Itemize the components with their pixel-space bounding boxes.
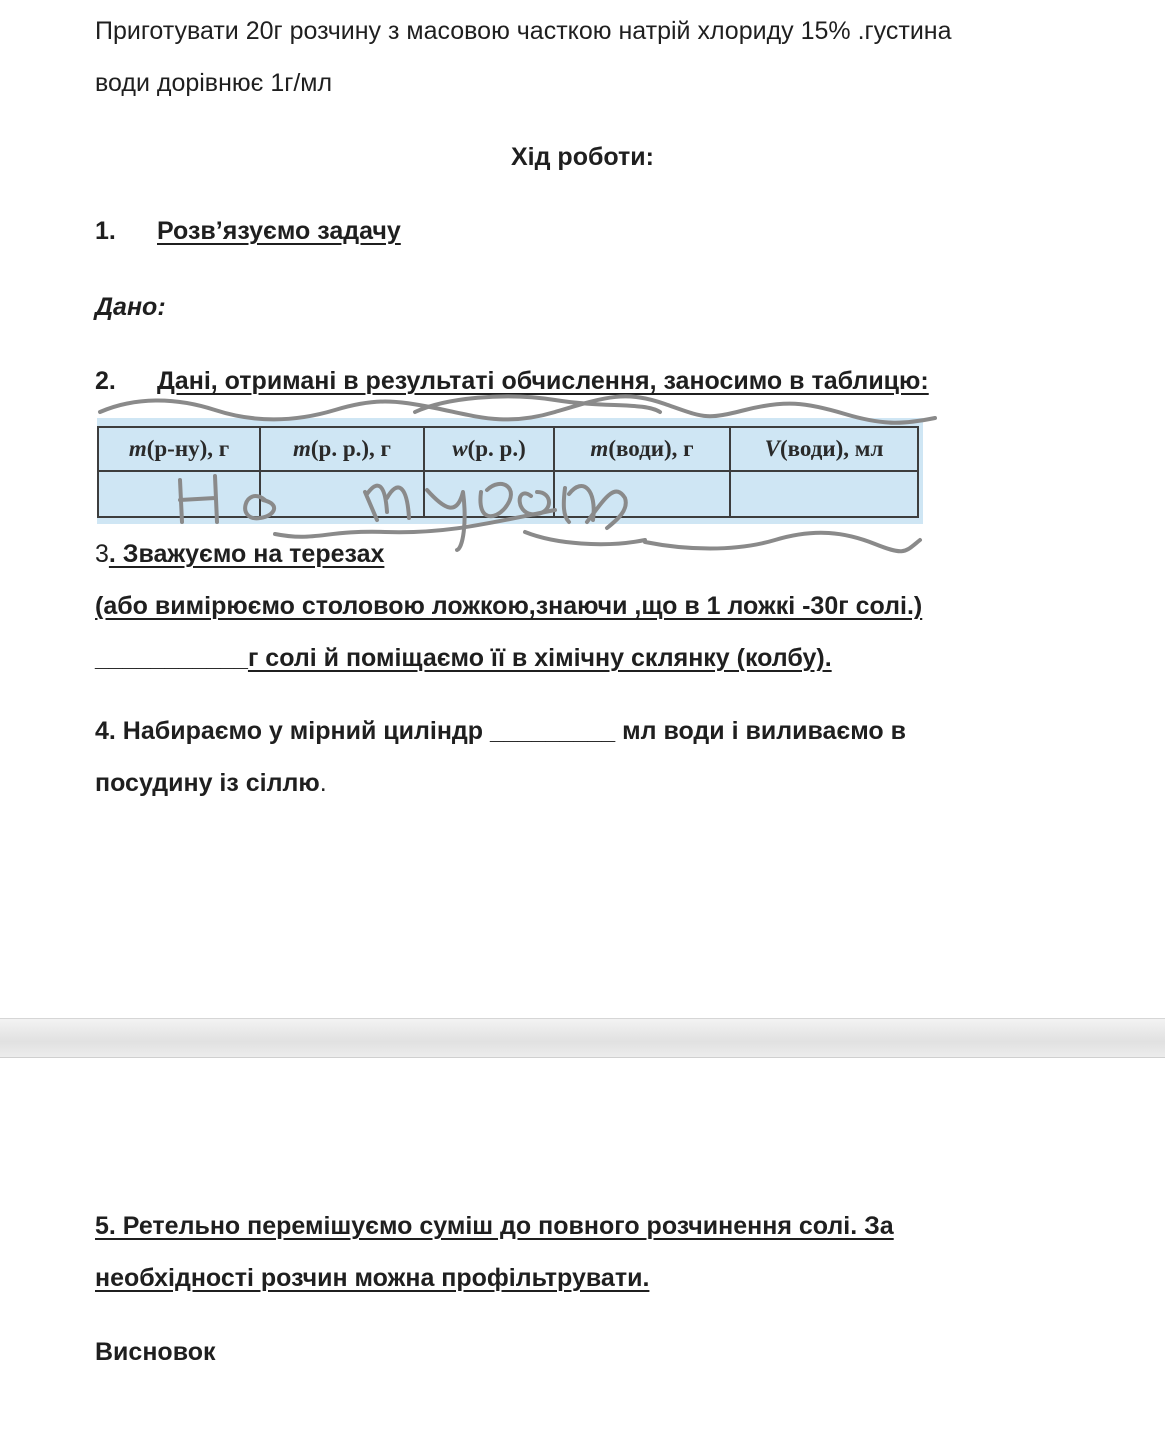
step-4-text-start: 4. Набираємо у мірний циліндр [95, 717, 484, 745]
step-4-period: . [319, 769, 327, 797]
table-cell-empty [98, 471, 260, 517]
step-1-title: Розв’язуємо задачу [157, 217, 401, 245]
step-2-title: Дані, отримані в результаті обчислення, заносимо в таблицю: [157, 367, 929, 395]
salt-mass-blank[interactable]: ___________ [95, 644, 248, 672]
table-cell-empty [260, 471, 424, 517]
header-solute-mass: m(р. р.), г [260, 427, 424, 471]
step-4-text-end: мл води і виливаємо в [622, 717, 906, 745]
step-4-text-tail: посудину із сіллю [95, 769, 320, 797]
header-water-mass: m(води), г [554, 427, 730, 471]
step-3-line-1 [95, 528, 384, 580]
step-3-number: 3 [95, 540, 109, 568]
step-3-text: г солі й поміщаємо її в хімічну склянку (колбу). [247, 644, 832, 672]
intro-text [95, 5, 1095, 109]
step-3-line-2: (або вимірюємо столовою ложкою,знаючи ,що в 1 ложкі -30г солі.) [95, 592, 923, 620]
section-heading: Хід роботи: [510, 143, 654, 171]
table-cell-empty [424, 471, 554, 517]
intro-line-1: Приготувати 20г розчину з масовою часткою натрій хлориду 15% .густина [95, 17, 952, 45]
step-2-number: 2. [95, 367, 116, 395]
step-3-line-3 [95, 632, 832, 684]
header-water-volume: V(води), мл [730, 427, 918, 471]
table-row [98, 471, 918, 517]
step-5-line-2: необхідності розчин можна профільтрувати. [95, 1264, 650, 1292]
header-mass-fraction: w(р. р.) [424, 427, 554, 471]
intro-line-2: води дорівнює 1г/мл [95, 69, 333, 97]
water-volume-blank[interactable]: _________ [490, 717, 616, 745]
step-4-line-1 [95, 705, 906, 757]
step-3-title: . Зважуємо на терезах [108, 540, 385, 568]
results-table-image [97, 418, 923, 524]
table-cell-empty [730, 471, 918, 517]
table-cell-empty [554, 471, 730, 517]
step-4-line-2 [95, 757, 327, 809]
results-table [97, 426, 919, 518]
table-header-row [98, 427, 918, 471]
step-1-number: 1. [95, 217, 116, 245]
conclusion-heading: Висновок [95, 1338, 216, 1366]
step-5-line-1: 5. Ретельно перемішуємо суміш до повного розчинення солі. За [95, 1212, 894, 1240]
header-solution-mass: m(р-ну), г [98, 427, 260, 471]
page-break [0, 1018, 1165, 1058]
given-label: Дано: [95, 293, 166, 321]
